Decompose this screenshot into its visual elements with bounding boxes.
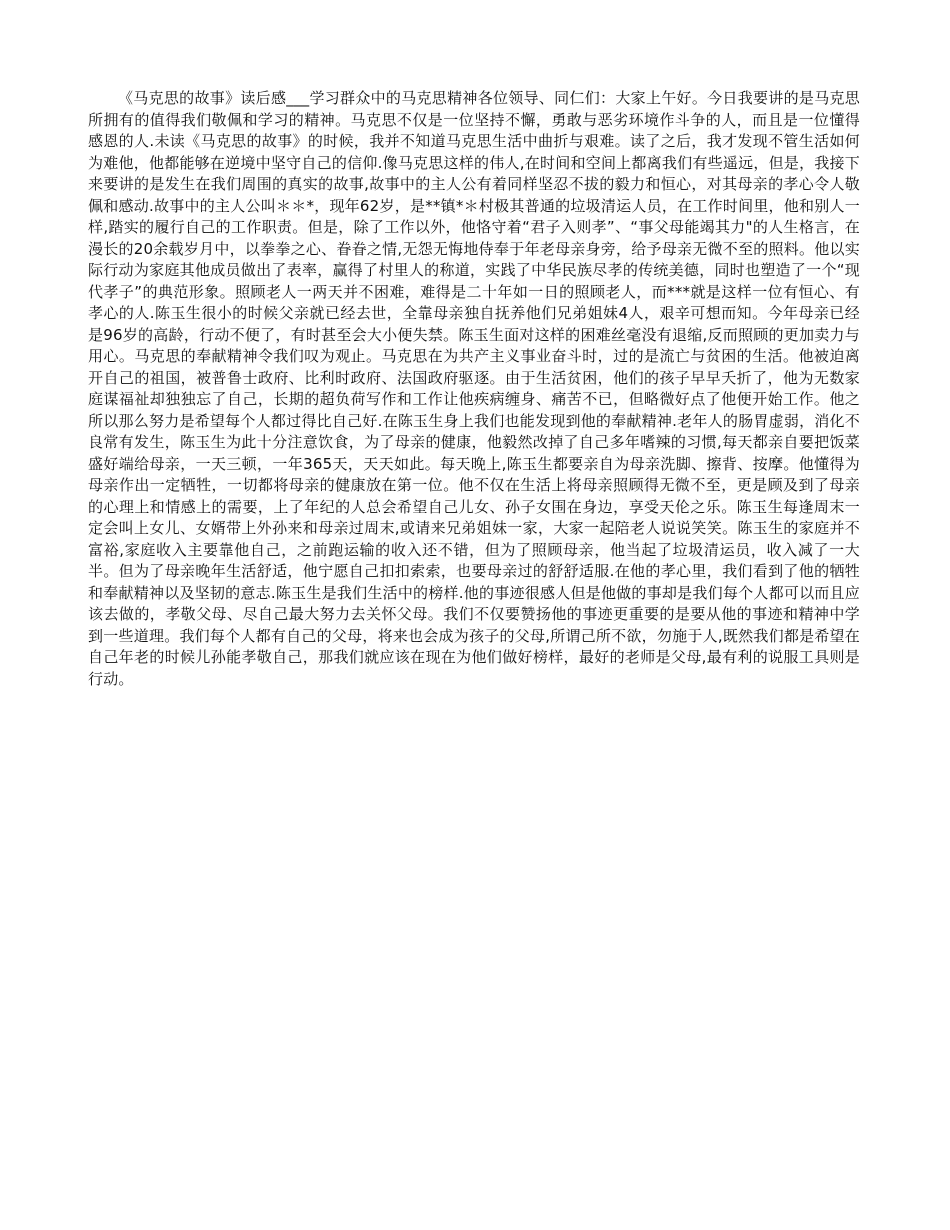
- essay-body-paragraph: 《马克思的故事》读后感___学习群众中的马克思精神各位领导、同仁们：大家上午好。今日我要讲的是马克思所拥有的值得我们敬佩和学习的精神。马克思不仅是一位坚持不懈，勇敢与恶劣环境作斗争的人，而且是一位懂得感恩的人.未读《马克思的故事》的时候，我并不知道马克思生活中曲折与艰难。读了之后，我才发现不管生活如何为难他，他都能够在逆境中坚守自己的信仰.像马克思这样的伟人,在时间和空间上都离我们有些遥远，但是，我接下来要讲的是发生在我们周围的真实的故事,故事中的主人公有着同样坚忍不拔的毅力和恒心，对其母亲的孝心令人敬佩和感动.故事中的主人公叫＊＊*，现年62岁，是**镇*＊村极其普通的垃圾清运人员，在工作时间里，他和别人一样,踏实的履行自己的工作职责。但是，除了工作以外，他恪守着“君子入则孝”、“事父母能竭其力"的人生格言，在漫长的20余载岁月中，以拳拳之心、眷眷之情,无怨无悔地侍奉于年老母亲身旁，给予母亲无微不至的照料。他以实际行动为家庭其他成员做出了表率，赢得了村里人的称道，实践了中华民族尽孝的传统美德，同时也塑造了一个“现代孝子”的典范形象。照顾老人一两天并不困难，难得是二十年如一日的照顾老人，而***就是这样一位有恒心、有孝心的人.陈玉生很小的时候父亲就已经去世，全靠母亲独自抚养他们兄弟姐妹4人，艰辛可想而知。今年母亲已经是96岁的高龄，行动不便了，有时甚至会大小便失禁。陈玉生面对这样的困难丝毫没有退缩,反而照顾的更加卖力与用心。马克思的奉献精神令我们叹为观止。马克思在为共产主义事业奋斗时，过的是流亡与贫困的生活。他被迫离开自己的祖国，被普鲁士政府、比利时政府、法国政府驱逐。由于生活贫困，他们的孩子早早夭折了，他为无数家庭谋福祉却独独忘了自己，长期的超负荷写作和工作让他疾病缠身、痛苦不已，但略微好点了他便开始工作。他之所以那么努力是希望每个人都过得比自己好.在陈玉生身上我们也能发现到他的奉献精神.老年人的肠胃虚弱，消化不良常有发生，陈玉生为此十分注意饮食，为了母亲的健康，他毅然改掉了自己多年嗜辣的习惯,每天都亲自要把饭菜盛好端给母亲，一天三顿，一年365天，天天如此。每天晚上,陈玉生都要亲自为母亲洗脚、擦背、按摩。他懂得为母亲作出一定牺牲，一切都将母亲的健康放在第一位。他不仅在生活上将母亲照顾得无微不至，更是顾及到了母亲的心理上和情感上的需要，上了年纪的人总会希望自己儿女、孙子女围在身边，享受天伦之乐。陈玉生每逢周末一定会叫上女儿、女婿带上外孙来和母亲过周末,或请来兄弟姐妹一家，大家一起陪老人说说笑笑。陈玉生的家庭并不富裕,家庭收入主要靠他自己，之前跑运输的收入还不错，但为了照顾母亲，他当起了垃圾清运员，收入减了一大半。但为了母亲晚年生活舒适，他宁愿自己扣扣索索，也要母亲过的舒舒适服.在他的孝心里，我们看到了他的牺牲和奉献精神以及坚韧的意志.陈玉生是我们生活中的榜样.他的事迹很感人但是他做的事却是我们每个人都可以而且应该去做的，孝敬父母、尽自己最大努力去关怀父母。我们不仅要赞扬他的事迹更重要的是要从他的事迹和精神中学到一些道理。我们每个人都有自己的父母，将来也会成为孩子的父母,所谓己所不欲，勿施于人,既然我们都是希望在自己年老的时候儿孙能孝敬自己，那我们就应该在现在为他们做好榜样，最好的老师是父母,最有利的说服工具则是行动。: [88, 89, 860, 688]
- document-page: [88, 88, 860, 690]
